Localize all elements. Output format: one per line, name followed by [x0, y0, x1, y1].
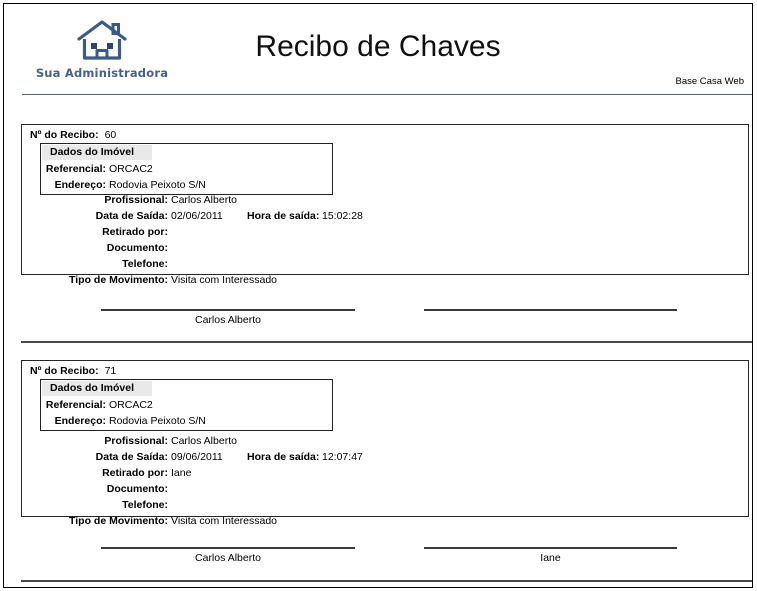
field-tipo-movimento-label: Tipo de Movimento: — [69, 515, 168, 527]
signature-line — [424, 547, 677, 549]
field-endereco-value: Rodovia Peixoto S/N — [109, 415, 206, 427]
field-tipo-movimento-label: Tipo de Movimento: — [69, 274, 168, 286]
field-telefone-label: Telefone: — [122, 499, 168, 511]
receipt-number-value: 71 — [104, 365, 117, 377]
receipt-block — [21, 124, 749, 286]
field-referencial-label: Referencial: — [45, 399, 106, 411]
field-retirado-por — [22, 466, 722, 480]
field-hora-saida-value: 15:02:28 — [322, 210, 363, 222]
signature-left-name: Carlos Alberto — [195, 552, 261, 564]
property-data-header: Dados do Imóvel — [42, 145, 152, 160]
field-profissional — [22, 434, 722, 448]
property-data-header: Dados do Imóvel — [42, 381, 152, 396]
header-divider — [22, 94, 752, 95]
field-endereco — [41, 414, 331, 428]
base-label: Base Casa Web — [675, 76, 744, 87]
signature-line — [424, 309, 677, 311]
field-telefone — [22, 257, 722, 271]
field-endereco-value: Rodovia Peixoto S/N — [109, 179, 206, 191]
field-retirado-por-value: Iane — [171, 467, 192, 479]
field-data-saida — [22, 450, 722, 464]
company-name: Sua Administradora — [35, 66, 169, 80]
receipt-number-value: 60 — [104, 129, 117, 141]
field-endereco — [41, 178, 331, 192]
field-data-saida — [22, 209, 722, 223]
property-data-box — [40, 143, 333, 195]
receipt-block — [21, 360, 749, 527]
signature-left — [101, 547, 355, 575]
receipt-number-row — [30, 129, 116, 141]
signature-line — [101, 309, 355, 311]
signature-left — [101, 309, 355, 337]
field-endereco-label: Endereço: — [54, 179, 106, 191]
field-hora-saida: Hora de saída: 12:07:47 — [247, 451, 363, 463]
printable-page — [3, 3, 753, 588]
property-data-box — [40, 379, 333, 431]
field-tipo-movimento-value: Visita com Interessado — [171, 274, 278, 286]
field-tipo-movimento — [22, 273, 722, 287]
field-data-saida-value: 02/06/2011 — [171, 210, 223, 222]
field-telefone-label: Telefone: — [122, 258, 168, 270]
field-referencial-label: Referencial: — [45, 163, 106, 175]
signature-area — [4, 547, 752, 579]
field-retirado-por-label: Retirado por: — [102, 226, 168, 238]
field-hora-saida: Hora de saída: 15:02:28 — [247, 210, 363, 222]
field-endereco-label: Endereço: — [54, 415, 106, 427]
document-header — [4, 4, 752, 94]
field-profissional-label: Profissional: — [104, 435, 168, 447]
field-retirado-por-label: Retirado por: — [102, 467, 168, 479]
receipt-separator — [21, 580, 752, 582]
field-profissional-value: Carlos Alberto — [171, 194, 237, 206]
signature-left-name: Carlos Alberto — [195, 314, 261, 326]
field-hora-saida-value: 12:07:47 — [322, 451, 363, 463]
receipt-number-label: Nº do Recibo: — [30, 129, 99, 141]
field-referencial — [41, 398, 331, 412]
field-telefone — [22, 498, 722, 512]
signature-line — [101, 547, 355, 549]
field-profissional-value: Carlos Alberto — [171, 435, 237, 447]
signature-right-name: Iane — [540, 552, 561, 564]
field-tipo-movimento-value: Visita com Interessado — [171, 515, 278, 527]
page-title: Recibo de Chaves — [255, 30, 501, 63]
signature-right — [424, 309, 677, 337]
field-documento — [22, 482, 722, 496]
field-documento — [22, 241, 722, 255]
receipt-number-row — [30, 365, 116, 377]
field-retirado-por — [22, 225, 722, 239]
signature-area — [4, 309, 752, 341]
field-documento-label: Documento: — [106, 242, 168, 254]
field-tipo-movimento — [22, 514, 722, 528]
field-profissional-label: Profissional: — [104, 194, 168, 206]
field-profissional — [22, 193, 722, 207]
field-referencial — [41, 162, 331, 176]
signature-right — [424, 547, 677, 575]
field-referencial-value: ORCAC2 — [109, 399, 153, 411]
field-data-saida-label: Data de Saída: — [95, 210, 168, 222]
field-data-saida-label: Data de Saída: — [95, 451, 168, 463]
receipt-number-label: Nº do Recibo: — [30, 365, 99, 377]
field-documento-label: Documento: — [106, 483, 168, 495]
field-data-saida-value: 09/06/2011 — [171, 451, 223, 463]
field-referencial-value: ORCAC2 — [109, 163, 153, 175]
receipt-separator — [21, 341, 752, 343]
